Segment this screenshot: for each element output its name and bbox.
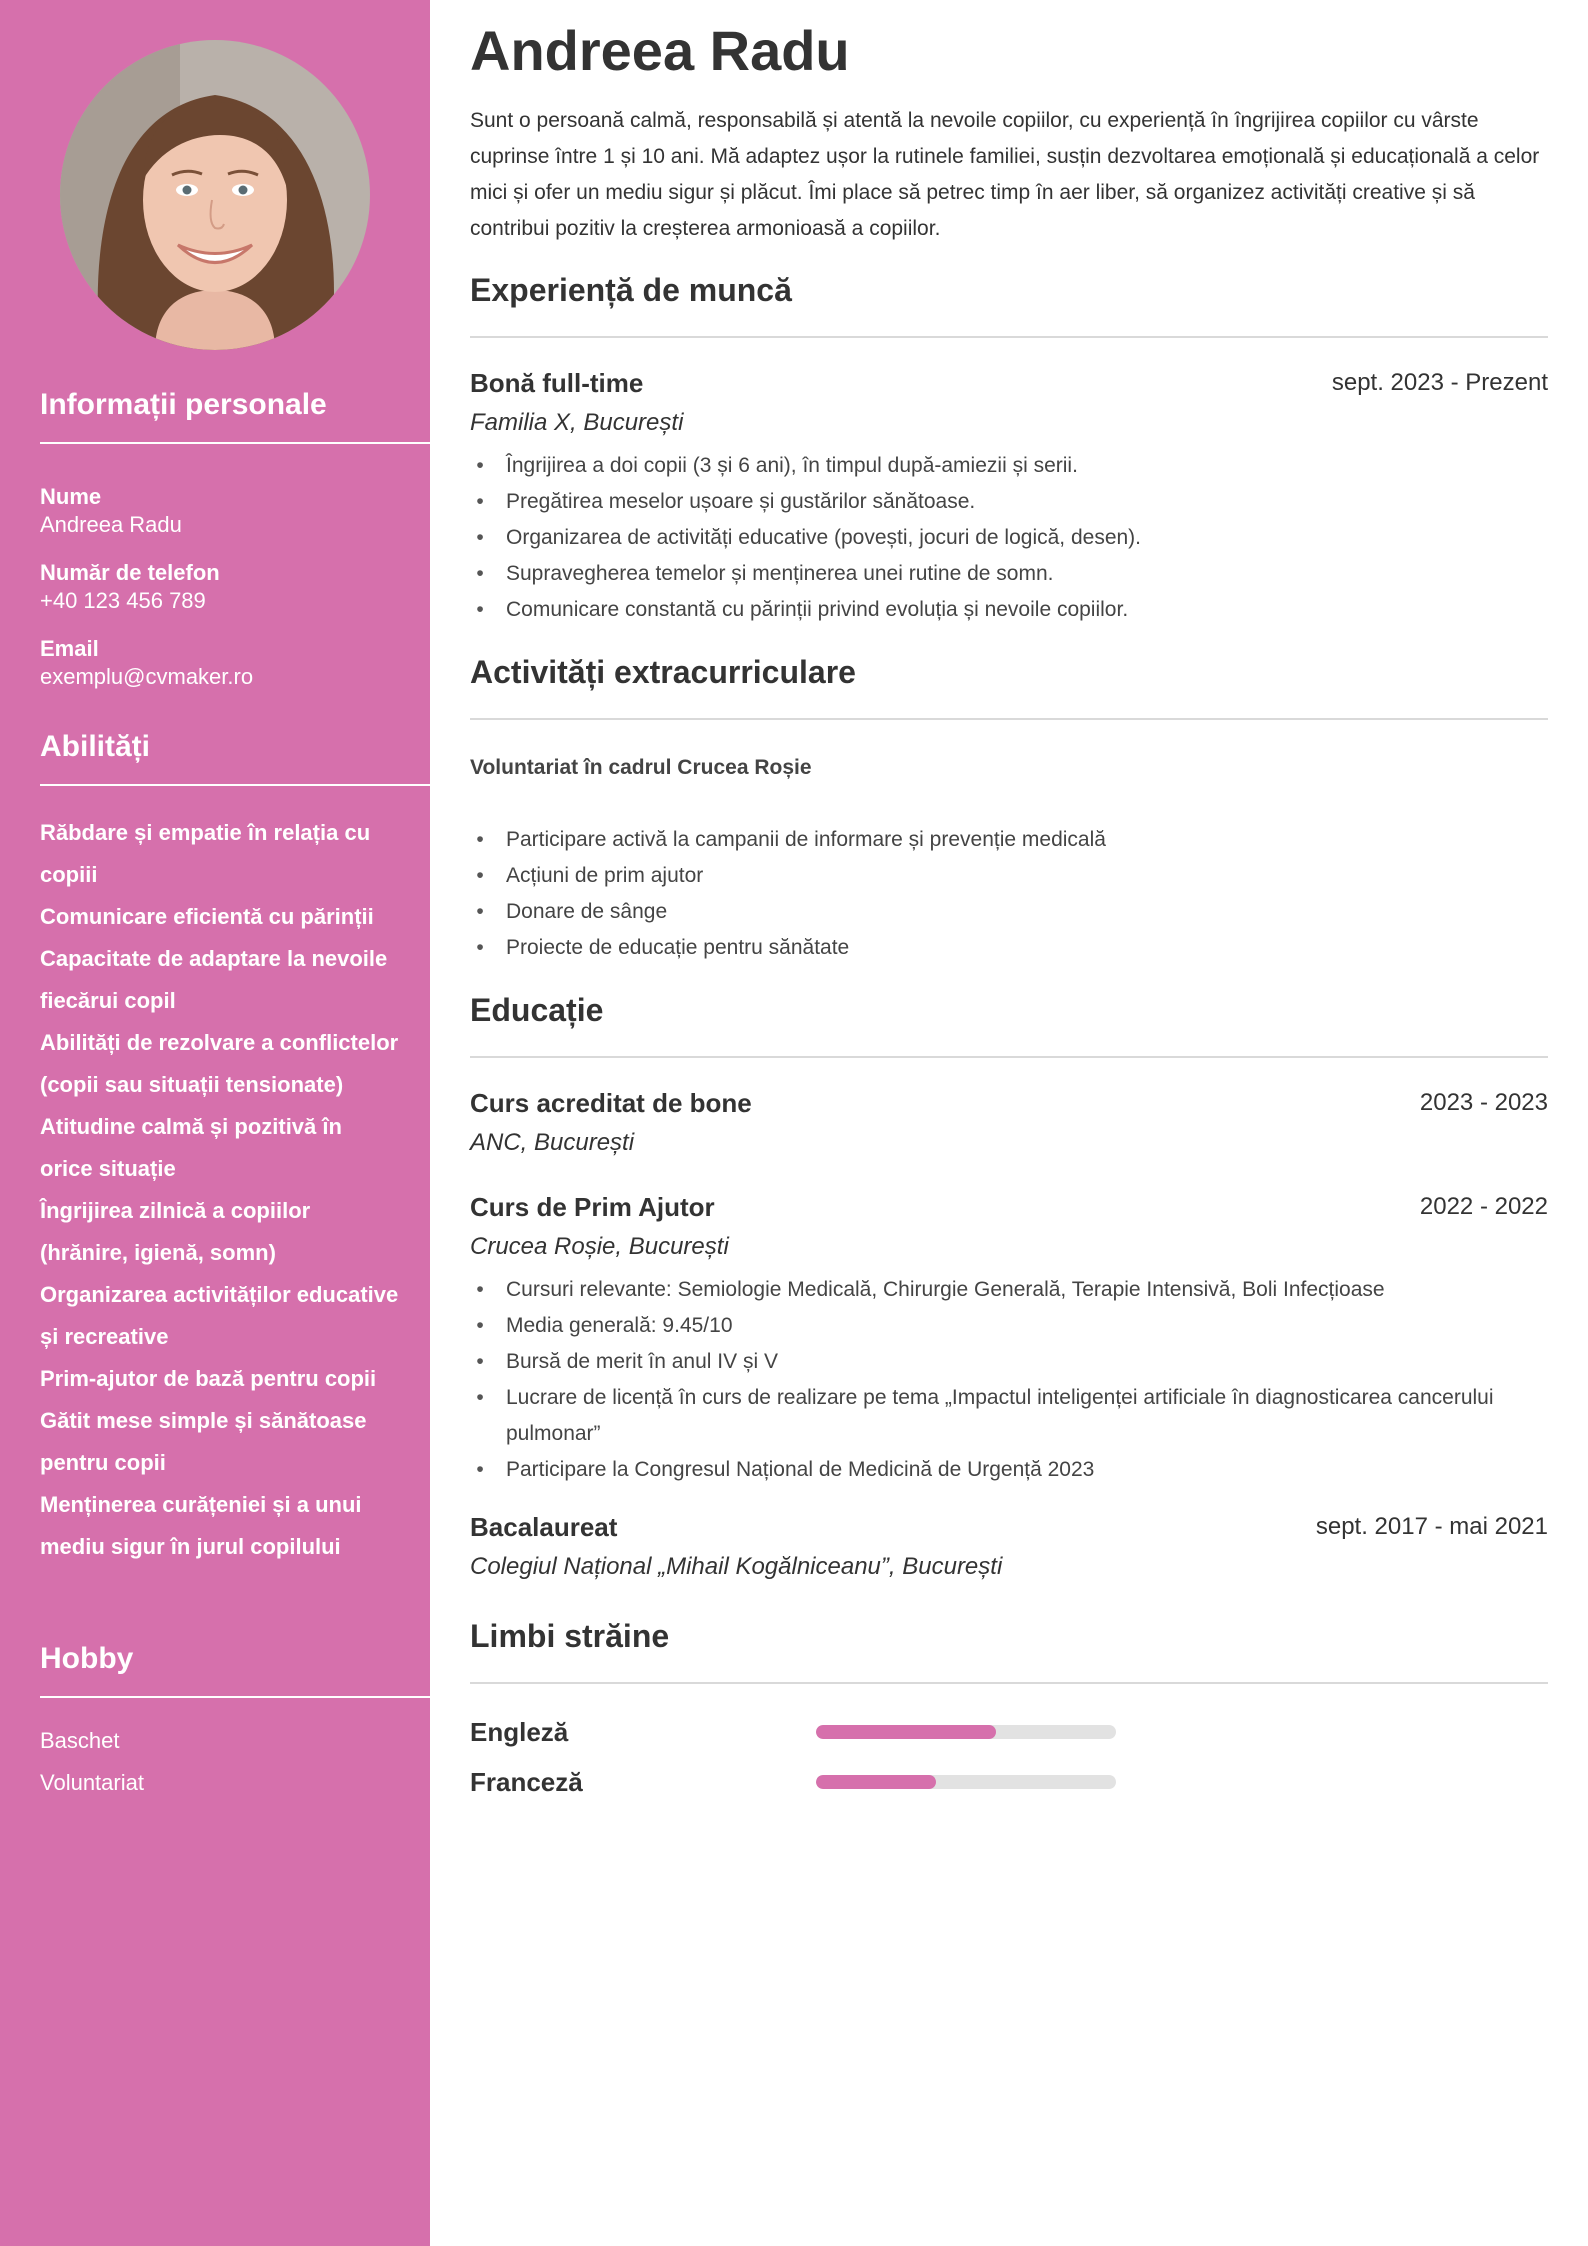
skill-item: Abilități de rezolvare a conflictelor (copii sau situații tensionate) xyxy=(40,1030,399,1097)
extracurricular-bullet: • Participare activă la campanii de informare și prevenție medicală xyxy=(506,822,1546,858)
experience-heading: Experiență de muncă xyxy=(470,272,792,308)
personal-info-divider xyxy=(40,442,430,444)
candidate-name: Andreea Radu xyxy=(470,19,850,82)
education-date: 2023 - 2023 xyxy=(1419,1089,1548,1116)
hobby-item: Baschet xyxy=(40,1728,120,1753)
job-bullet: • Organizarea de activități educative (povești, jocuri de logică, desen). xyxy=(506,520,1546,556)
extracurricular-title: Voluntariat în cadrul Crucea Roșie xyxy=(470,756,812,779)
skill-item: Răbdare și empatie în relația cu copiii xyxy=(40,820,371,887)
extracurricular-bullet: • Acțiuni de prim ajutor xyxy=(506,858,1546,894)
languages-heading: Limbi străine xyxy=(470,1618,670,1654)
email-label: Email xyxy=(40,636,99,661)
extracurricular-divider xyxy=(470,718,1548,720)
phone-value: +40 123 456 789 xyxy=(40,588,206,613)
job-employer: Familia X, București xyxy=(470,409,684,436)
skills-heading: Abilități xyxy=(40,730,150,763)
education-bullet: • Participare la Congresul Național de Medicină de Urgență 2023 xyxy=(506,1452,1546,1488)
job-bullet: • Supravegherea temelor și menținerea unei rutine de somn. xyxy=(506,556,1546,592)
hobby-item: Voluntariat xyxy=(40,1770,144,1795)
email-value: exemplu@cvmaker.ro xyxy=(40,664,254,689)
job-bullet: • Pregătirea meselor ușoare și gustărilor sănătoase. xyxy=(506,484,1546,520)
education-institution: Crucea Roșie, București xyxy=(470,1233,729,1260)
skill-item: Atitudine calmă și pozitivă în orice situație xyxy=(40,1114,342,1181)
language-name: Engleză xyxy=(470,1717,569,1747)
education-institution: ANC, București xyxy=(470,1129,635,1156)
personal-info-heading: Informații personale xyxy=(40,388,327,421)
skill-item: Comunicare eficientă cu părinții xyxy=(40,904,374,929)
language-level-bar xyxy=(816,1775,1116,1789)
profile-summary: Sunt o persoană calmă, responsabilă și atentă la nevoile copiilor, cu experiență în îngrijirea copiilor cu vârste cuprinse între 1 și 10 ani. Mă adaptez ușor la rutinele familiei, susțin dezvoltarea emoțională și educațională a celor mici și ofer un mediu sigur și plăcut. Îmi place să petrec timp în aer liber, să organizez activități creative și să contribui pozitiv la creșterea armonioasă a copiilor. xyxy=(470,109,1540,240)
education-divider xyxy=(470,1056,1548,1058)
education-bullet: • Bursă de merit în anul IV și V xyxy=(506,1344,1546,1380)
education-bullet: • Cursuri relevante: Semiologie Medicală, Chirurgie Generală, Terapie Intensivă, Boli Infecțioase xyxy=(506,1272,1546,1308)
education-institution: Colegiul Național „Mihail Kogălniceanu”, București xyxy=(470,1553,1003,1580)
education-bullets xyxy=(470,1272,1546,1488)
profile-photo xyxy=(60,40,370,350)
education-bullet: • Media generală: 9.45/10 xyxy=(506,1308,1546,1344)
hobby-heading: Hobby xyxy=(40,1642,134,1675)
job-title: Bonă full-time xyxy=(470,368,644,398)
skills-list xyxy=(40,812,400,1568)
education-bullet: • Lucrare de licență în curs de realizare pe tema „Impactul inteligenței artificiale în diagnosticarea cancerului pulmonar” xyxy=(506,1380,1546,1452)
skill-item: Organizarea activităților educative și recreative xyxy=(40,1282,399,1349)
name-label: Nume xyxy=(40,484,102,509)
sidebar xyxy=(0,0,430,2246)
extracurricular-bullets xyxy=(470,822,1546,966)
name-value: Andreea Radu xyxy=(40,512,182,537)
job-bullets xyxy=(470,448,1546,628)
skills-divider xyxy=(40,784,430,786)
skill-item: Îngrijirea zilnică a copiilor (hrănire, igienă, somn) xyxy=(40,1198,311,1265)
extracurricular-bullet: • Donare de sânge xyxy=(506,894,1546,930)
job-date: sept. 2023 - Prezent xyxy=(1331,369,1548,396)
education-date: 2022 - 2022 xyxy=(1419,1193,1548,1220)
job-bullet: • Îngrijirea a doi copii (3 și 6 ani), în timpul după-amiezii și serii. xyxy=(506,448,1546,484)
language-level-fill xyxy=(816,1725,996,1739)
education-title: Curs de Prim Ajutor xyxy=(470,1192,715,1222)
education-heading: Educație xyxy=(470,992,604,1028)
job-bullet: • Comunicare constantă cu părinții privind evoluția și nevoile copiilor. xyxy=(506,592,1546,628)
hobby-list xyxy=(40,1720,144,1804)
extracurricular-heading: Activități extracurriculare xyxy=(470,654,856,690)
languages-divider xyxy=(470,1682,1548,1684)
experience-divider xyxy=(470,336,1548,338)
profile-photo-portrait xyxy=(60,40,370,350)
language-level-bar xyxy=(816,1725,1116,1739)
phone-label: Număr de telefon xyxy=(40,560,220,585)
extracurricular-bullet: • Proiecte de educație pentru sănătate xyxy=(506,930,1546,966)
skill-item: Gătit mese simple și sănătoase pentru copii xyxy=(40,1408,367,1475)
skill-item: Menținerea curățeniei și a unui mediu sigur în jurul copilului xyxy=(40,1492,362,1559)
language-level-fill xyxy=(816,1775,936,1789)
education-title: Curs acreditat de bone xyxy=(470,1088,752,1118)
language-name: Franceză xyxy=(470,1767,583,1797)
skill-item: Prim-ajutor de bază pentru copii xyxy=(40,1366,377,1391)
hobby-divider xyxy=(40,1696,430,1698)
education-title: Bacalaureat xyxy=(470,1512,618,1542)
education-date: sept. 2017 - mai 2021 xyxy=(1315,1513,1548,1540)
skill-item: Capacitate de adaptare la nevoile fiecărui copil xyxy=(40,946,388,1013)
